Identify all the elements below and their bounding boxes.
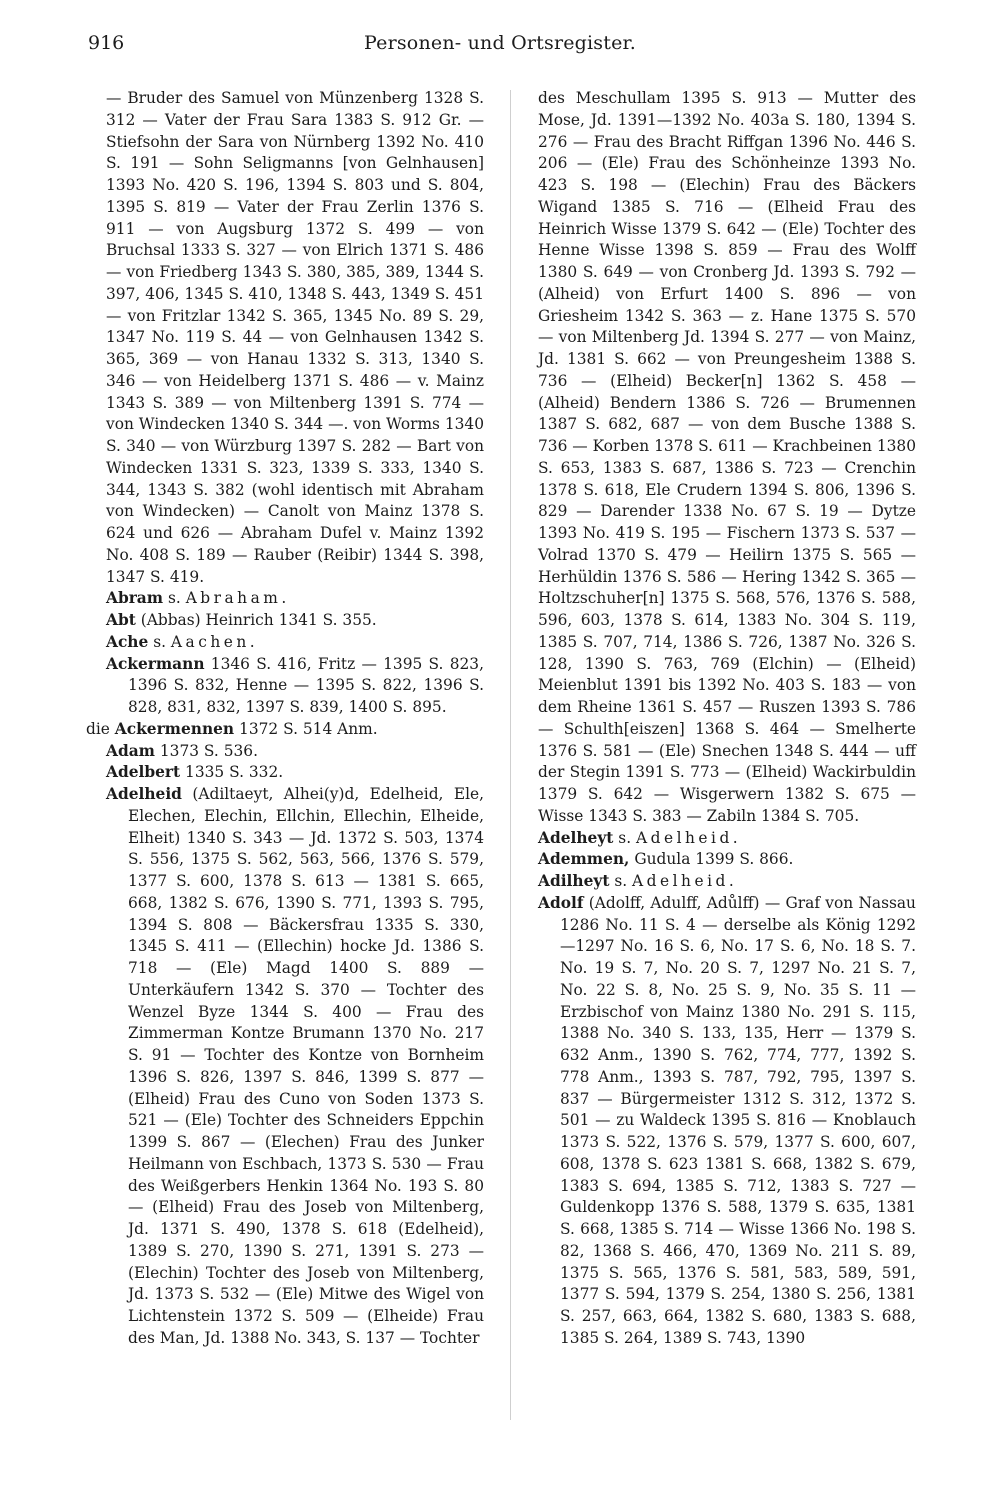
index-entry [106, 741, 484, 763]
entry-text: s. [614, 872, 628, 890]
index-entry [538, 849, 916, 871]
page-number: 916 [88, 32, 125, 54]
index-entry [106, 610, 484, 632]
index-entry [538, 871, 916, 893]
entry-text: des Meschullam 1395 S. 913 — Mutter des Mose, Jd. 1391—1392 No. 403a S. 180, 1394 S. 276 — Frau des Bracht Riffgan 1396 No. 446 S. 206 — (Ele) Frau des Schönheinze 1393 No. 423 S. 198 — (Elechin) Frau des Bäckers Wigand 1385 S. 716 — (Elheid Frau des Heinrich Wisse 1379 S. 642 — (Ele) Tochter des Henne Wisse 1398 S. 859 — Frau des Wolff 1380 S. 649 — von Cronberg Jd. 1393 S. 792 — (Alheid) von Erfurt 1400 S. 896 — von Griesheim 1342 S. 363 — z. Hane 1375 S. 570 — von Miltenberg Jd. 1394 S. 277 — von Mainz, Jd. 1381 S. 662 — von Preungesheim 1388 S. 736 — (Elheid) Becker[n] 1362 S. 458 — (Alheid) Bendern 1386 S. 726 — Brumennen 1387 S. 682, 687 — von dem Busche 1388 S. 736 — Korben 1378 S. 611 — Krachbeinen 1380 S. 653, 1383 S. 687, 1386 S. 723 — Crenchin 1378 S. 618, Ele Crudern 1394 S. 806, 1396 S. 829 — Darender 1338 No. 67 S. 19 — Dytze 1393 No. 419 S. 195 — Fischern 1373 S. 537 — Volrad 1370 S. 479 — Heilirn 1375 S. 565 — Herhüldin 1376 S. 586 — Hering 1342 S. 365 — Holtzschuher[n] 1375 S. 568, 576, 1376 S. 588, 596, 603, 1378 S. 614, 1383 No. 304 S. 119, 1385 S. 707, 714, 1386 S. 726, 1387 No. 326 S. 128, 1390 S. 763, 769 (Elchin) — (Elheid) Meienblut 1391 bis 1392 No. 403 S. 183 — von dem Rheine 1361 S. 457 — Ruszen 1393 S. 786 — Schulth[eiszen] 1368 S. 464 — Smelherte 1376 S. 581 — (Ele) Snechen 1348 S. 444 — uff der Stegin 1391 S. 773 — (Elheid) Wackirbuldin 1379 S. 642 — Wisgerwern 1382 S. 675 — Wisse 1343 S. 383 — Zabiln 1384 S. 705. [538, 89, 916, 825]
index-entry [106, 88, 484, 588]
entry-text: s. [618, 828, 632, 847]
entry-text: s. [167, 589, 181, 608]
index-entry [538, 88, 916, 828]
entry-text: s. [153, 632, 166, 651]
entry-headword: Adelbert [106, 763, 181, 782]
entry-prefix: die [86, 719, 110, 738]
index-entry [106, 632, 484, 654]
index-entry [538, 828, 916, 850]
entry-cross-reference: Abraham. [185, 589, 290, 608]
entry-text: 1372 S. 514 Anm. [239, 719, 378, 738]
entry-cross-reference: Aachen. [170, 632, 259, 651]
entry-text: (Adolff, Adulff, Adůlff) — Graf von Nassau 1286 No. 11 S. 4 — derselbe als König 1292—1297 No. 16 S. 6, No. 17 S. 6, No. 18 S. 7. No. 19 S. 7, No. 20 S. 7, 1297 No. 21 S. 7, No. 22 S. 8, No. 25 S. 9, No. 35 S. 11 — Erzbischof von Mainz 1380 No. 291 S. 115, 1388 No. 340 S. 133, 135, Herr — 1379 S. 632 Anm., 1390 S. 762, 774, 777, 1392 S. 778 Anm., 1393 S. 787, 792, 795, 1397 S. 837 — Bürgermeister 1312 S. 312, 1372 S. 501 — zu Waldeck 1395 S. 816 — Knoblauch 1373 S. 522, 1376 S. 579, 1377 S. 600, 607, 608, 1378 S. 623 1381 S. 668, 1382 S. 679, 1383 S. 694, 1385 S. 712, 1383 S. 727 — Guldenkopp 1376 S. 588, 1379 S. 635, 1381 S. 668, 1385 S. 714 — Wisse 1366 No. 198 S. 82, 1368 S. 466, 470, 1369 No. 211 S. 89, 1375 S. 565, 1376 S. 581, 583, 589, 591, 1377 S. 594, 1379 S. 254, 1380 S. 256, 1381 S. 257, 663, 664, 1382 S. 680, 1383 S. 688, 1385 S. 264, 1389 S. 743, 1390 [560, 893, 916, 1347]
entry-text: — Bruder des Samuel von Münzenberg 1328 S. 312 — Vater der Frau Sara 1383 S. 912 Gr. — Stiefsohn der Sara von Nürnberg 1392 No. 410 S. 191 — Sohn Seligmanns [von Gelnhausen] 1393 No. 420 S. 196, 1394 S. 803 und S. 804, 1395 S. 819 — Vater der Frau Zerlin 1376 S. 911 — von Augsburg 1372 S. 499 — von Bruchsal 1333 S. 327 — von Elrich 1371 S. 486 — von Friedberg 1343 S. 380, 385, 389, 1344 S. 397, 406, 1345 S. 410, 1348 S. 443, 1349 S. 451 — von Fritzlar 1342 S. 365, 1345 No. 89 S. 29, 1347 No. 119 S. 44 — von Gelnhausen 1342 S. 365, 369 — von Hanau 1332 S. 313, 1340 S. 346 — von Heidelberg 1371 S. 486 — v. Mainz 1343 S. 389 — von Miltenberg 1391 S. 774 — von Windecken 1340 S. 344 —. von Worms 1340 S. 340 — von Würzburg 1397 S. 282 — Bart von Windecken 1331 S. 323, 1339 S. 333, 1340 S. 344, 1343 S. 382 (wohl identisch mit Abraham von Windecken) — Canolt von Mainz 1378 S. 624 und 626 — Abraham Dufel v. Mainz 1392 No. 408 S. 189 — Rauber (Reibir) 1344 S. 398, 1347 S. 419. [106, 89, 484, 586]
entry-headword: Ackermann [106, 654, 205, 673]
index-entry [86, 719, 484, 741]
entry-headword: Adam [106, 741, 155, 760]
index-entry [106, 588, 484, 610]
entry-text: (Adiltaeyt, Alhei(y)d, Edelheid, Ele, Elechen, Elechin, Ellchin, Ellechin, Elheide, Elheit) 1340 S. 343 — Jd. 1372 S. 503, 1374 S. 556, 1375 S. 562, 563, 566, 1376 S. 579, 1377 S. 600, 1378 S. 613 — 1381 S. 665, 668, 1382 S. 676, 1390 S. 771, 1393 S. 795, 1394 S. 808 — Bäckersfrau 1335 S. 330, 1345 S. 411 — (Ellechin) hocke Jd. 1386 S. 718 — (Ele) Magd 1400 S. 889 — Unterkäufern 1342 S. 370 — Tochter des Wenzel Byze 1344 S. 400 — Frau des Zimmerman Kontze Brumann 1370 No. 217 S. 91 — Tochter des Kontze von Bornheim 1396 S. 826, 1397 S. 846, 1399 S. 877 — (Elheid) Frau des Cuno von Soden 1373 S. 521 — (Ele) Tochter des Schneiders Eppchin 1399 S. 867 — (Elechen) Frau des Junker Heilmann von Eschbach, 1373 S. 530 — Frau des Weißgerbers Henkin 1364 No. 193 S. 80 — (Elheid) Frau des Joseb von Miltenberg, Jd. 1371 S. 490, 1378 S. 618 (Edelheid), 1389 S. 270, 1390 S. 271, 1391 S. 273 — (Elechin) Tochter des Joseb von Miltenberg, Jd. 1373 S. 532 — (Ele) Mitwe des Wigel von Lichtenstein 1372 S. 509 — (Elheide) Frau des Man, Jd. 1388 No. 343, S. 137 — Tochter [128, 785, 484, 1347]
entry-headword: Adilheyt [538, 872, 610, 890]
entry-headword: Adelheid [106, 785, 182, 803]
right-column [538, 88, 916, 1350]
entry-cross-reference: Adelheid. [636, 828, 742, 847]
entry-text: (Abbas) Heinrich 1341 S. 355. [140, 611, 377, 629]
index-entry [106, 654, 484, 719]
index-entry [538, 893, 916, 1350]
entry-headword: Abram [106, 589, 164, 608]
index-entry [106, 784, 484, 1350]
entry-headword: Adelheyt [538, 828, 614, 847]
column-divider [510, 90, 511, 1420]
entry-headword: Abt [106, 611, 136, 629]
left-column [86, 88, 484, 1350]
entry-headword: Ache [106, 632, 149, 651]
entry-text: 1335 S. 332. [185, 763, 284, 782]
entry-text: 1346 S. 416, Fritz — 1395 S. 823, 1396 S. 832, Henne — 1395 S. 822, 1396 S. 828, 831, 832, 1397 S. 839, 1400 S. 895. [128, 654, 484, 716]
entry-text: 1373 S. 536. [159, 741, 258, 760]
entry-headword: Adolf [538, 893, 584, 912]
index-entry [106, 762, 484, 784]
entry-text: Gudula 1399 S. 866. [634, 850, 794, 869]
running-head: Personen- und Ortsregister. [364, 32, 636, 54]
entry-headword: Ademmen, [538, 850, 630, 869]
entry-headword: Ackermennen [114, 719, 235, 738]
entry-cross-reference: Adelheid. [632, 872, 738, 890]
